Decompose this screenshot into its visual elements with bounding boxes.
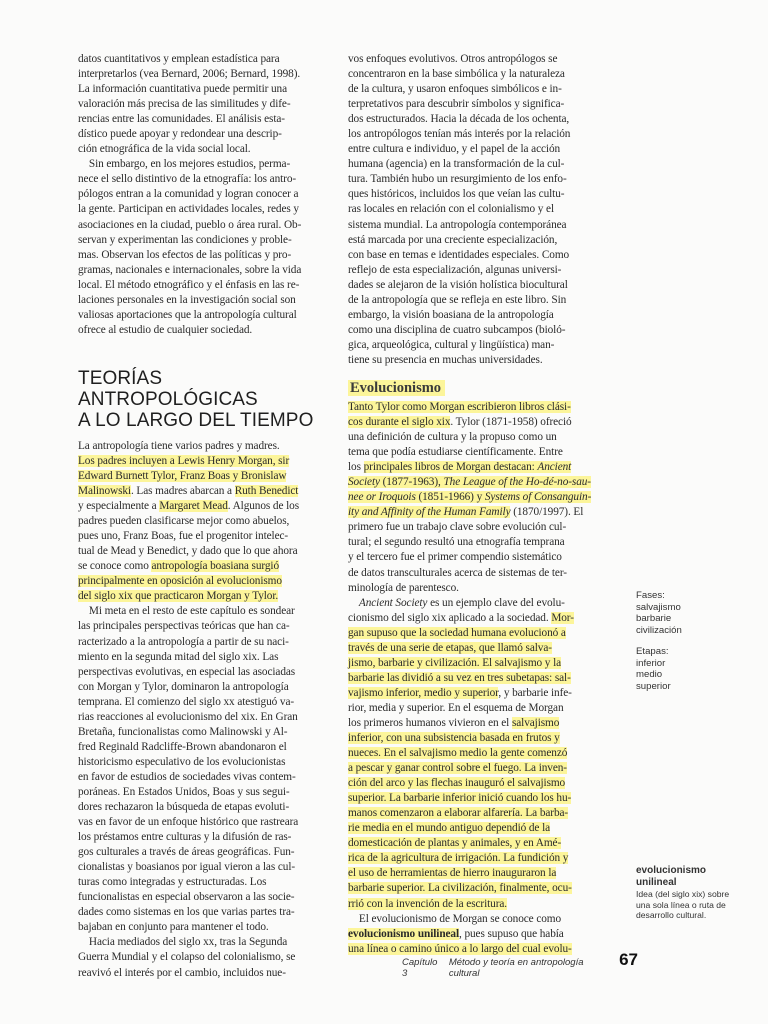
text-line [348, 460, 606, 475]
text-line: Mi meta en el resto de este capítulo es sondear [78, 605, 295, 618]
text-line: entre cultura e individuo, y el papel de la acción [348, 143, 561, 156]
text-line [348, 836, 606, 851]
text-line [348, 475, 606, 490]
text-line: reflejo de esta especialización, algunas universi- [348, 263, 562, 276]
highlighted-text: través de una serie de etapas, que llamó salva- [348, 641, 552, 654]
left-main-text [78, 439, 336, 981]
margin-note-label: Fases: [636, 590, 665, 601]
text-line [78, 484, 336, 499]
margin-note-fases [636, 590, 736, 636]
text-span [348, 597, 359, 609]
glossary-entry [636, 865, 740, 921]
text-line: tiene su presencia en muchas universidades. [348, 353, 543, 366]
text-line: embargo, la visión boasiana de la antropología [348, 308, 554, 321]
text-line: interpretarlos (vea Bernard, 2006; Bernard, 1998). [78, 68, 301, 81]
text-line: terpretativos para descubrir símbolos y significa- [348, 98, 565, 111]
text-line: ras locales en relación con el colonialismo y el [348, 203, 554, 216]
text-line [348, 686, 606, 701]
text-line: de la antropología que se refleja en este libro. Sin [348, 293, 567, 306]
text-line [78, 559, 336, 574]
text-line [348, 716, 606, 731]
text-span: . Algunos de los [227, 500, 299, 513]
key-term: evolucionismo unilineal [348, 927, 460, 940]
text-span: es un ejemplo clave del evolu- [427, 596, 565, 609]
text-line [348, 881, 606, 896]
highlighted-text: domesticación de plantas y animales, y en Amé- [348, 837, 562, 850]
text-line: los préstamos entre culturas y la difusión de ras- [78, 831, 292, 844]
section-heading-line-1: TEORÍAS ANTROPOLÓGICAS [78, 367, 258, 410]
text-line: laciones personales en la investigación social son [78, 293, 296, 306]
glossary-term: evolucionismo unilineal [636, 865, 707, 888]
text-span: , pues supuso que había [459, 927, 564, 940]
text-line: nece el sello distintivo de la etnografía: los antro- [78, 173, 297, 186]
highlighted-text: (1851-1966) y [415, 491, 485, 504]
text-line [348, 851, 606, 866]
highlighted-text: Margaret Mead [159, 500, 228, 513]
margin-note-item: superior [636, 680, 671, 692]
text-line: con base en temas e identidades especiales. Como [348, 248, 570, 261]
text-line: Hacia mediados del siglo xx, tras la Segunda [78, 936, 288, 949]
text-line: rias reacciones al evolucionismo del xix. En Gran [78, 710, 298, 723]
text-line: dos estructurados. Hacia la década de los ochenta, [348, 113, 570, 126]
text-line: El evolucionismo de Morgan se conoce como [348, 912, 562, 925]
highlighted-text: principalmente en oposición al evolucionismo [78, 575, 282, 588]
highlighted-text: cos durante el siglo xix [348, 416, 451, 429]
text-line: asociaciones en la ciudad, pueblo o área rural. Ob- [78, 218, 302, 231]
highlighted-text: Edward Burnett Tylor, Franz Boas y Bronislaw [78, 469, 287, 482]
text-line: ción etnográfica de la vida social local. [78, 143, 251, 156]
text-span: y especialmente a [78, 500, 160, 513]
text-span: . Tylor (1871-1958) ofreció [450, 416, 572, 429]
highlighted-text: nee or Iroquois [348, 491, 416, 504]
highlighted-text: una línea o camino único a lo largo del cual evolu- [348, 942, 572, 955]
text-line: rior, media y superior. En el esquema de Morgan [348, 701, 564, 714]
text-line [348, 746, 606, 761]
text-line: dades como sistemas en los que varias partes tra- [78, 906, 295, 919]
margin-note-etapas [636, 646, 736, 692]
margin-note-label: Etapas: [636, 646, 669, 657]
text-line: rencias entre las comunidades. El análisis esta- [78, 113, 285, 126]
text-line: datos cuantitativos y emplean estadística para [78, 53, 280, 65]
text-line: dores rechazaron la búsqueda de etapas evoluti- [78, 801, 290, 814]
text-line [78, 499, 336, 514]
text-line: concentraron en la base simbólica y la naturaleza [348, 68, 565, 81]
text-line [348, 626, 606, 641]
text-line: bajaban en conjunto para mantener el todo. [78, 921, 269, 934]
text-line: humana (agencia) en la transformación de la cul- [348, 158, 565, 171]
highlighted-text: antropología boasiana surgió [151, 560, 279, 573]
highlighted-text: Systems of Consanguin- [484, 491, 592, 504]
highlighted-text: Evolucionismo [348, 380, 445, 396]
margin-note-item: civilización [636, 624, 682, 636]
text-line [348, 897, 606, 912]
highlighted-text: superior. La barbarie inferior inició cuando los hu- [348, 792, 572, 805]
text-line: primero fue un trabajo clave sobre evolución cul- [348, 521, 567, 534]
highlighted-text: Tanto Tylor como Morgan escribieron libros clási- [348, 400, 571, 413]
text-line: dades se alejaron de la visión holística biocultural [348, 278, 568, 291]
text-line: Sin embargo, en los mejores estudios, perma- [78, 158, 291, 171]
text-line: de la cultura, y usaron enfoques simbólicos e in- [348, 83, 562, 96]
highlighted-text: rrió con la invención de la escritura. [348, 897, 507, 910]
highlighted-text: Los padres incluyen a Lewis Henry Morgan, sir [78, 454, 290, 467]
text-line [348, 927, 606, 942]
section-heading-line-2: A LO LARGO DEL TIEMPO [78, 409, 314, 431]
text-line: una definición de cultura y la propuso como un [348, 431, 557, 444]
text-line: dístico puede apoyar y redondear una descrip- [78, 128, 282, 141]
highlighted-text: Malinowski [78, 485, 131, 498]
page-number: 67 [619, 950, 638, 969]
margin-note-item: salvajismo [636, 601, 681, 613]
highlighted-text: barbarie las dividió a su vez en tres subetapas: sal- [348, 671, 571, 684]
footer-chapter-title: Método y teoría en antropología cultural [448, 957, 584, 979]
right-intro-paragraph [348, 52, 606, 368]
text-line: está marcada por una creciente especialización, [348, 233, 558, 246]
text-line: pólogos entran a la comunidad y logran conocer a [78, 188, 299, 201]
highlighted-text: gan supuso que la sociedad humana evolucionó a [348, 626, 566, 639]
text-line: funcionalistas en especial observaron a las socie- [78, 891, 295, 904]
text-line: de datos transculturales acerca de sistemas de ter- [348, 566, 567, 579]
margin-note-item: medio [636, 669, 663, 680]
text-line: historicismo especulativo de los evolucionistas [78, 755, 286, 768]
right-column [348, 52, 606, 957]
left-intro-paragraph-2 [78, 157, 336, 338]
highlighted-text: manos comenzaron a elaborar alfarería. La barba- [348, 807, 569, 820]
left-intro-paragraph-1 [78, 52, 336, 157]
text-line [348, 761, 606, 776]
text-line [348, 821, 606, 836]
highlighted-text: a pescar y ganar control sobre el fuego. La inven- [348, 762, 567, 775]
text-span: . Las madres abarcan a [130, 485, 235, 498]
text-line [348, 641, 606, 656]
text-line [78, 454, 336, 469]
text-line [348, 415, 606, 430]
text-line [78, 574, 336, 589]
text-line: minología de parentesco. [348, 581, 459, 594]
text-line [348, 656, 606, 671]
highlighted-text: salvajismo [511, 716, 560, 729]
text-line: vas en favor de un enfoque histórico que rastreara [78, 816, 299, 829]
highlighted-text: nueces. En el salvajismo medio la gente comenzó [348, 747, 568, 760]
subheading-block [348, 378, 606, 398]
text-line: poráneas. En Estados Unidos, Boas y sus segui- [78, 785, 290, 798]
text-line: La información cuantitativa puede permitir una [78, 83, 288, 96]
page-footer [402, 950, 638, 979]
text-line: con Morgan y Tylor, dominaron la antropología [78, 680, 289, 693]
text-line [348, 596, 606, 611]
text-line: la gente. Participan en actividades locales, redes y [78, 203, 299, 216]
text-line: racterizado a la antropología a partir de su naci- [78, 635, 289, 648]
text-line: fred Reginald Radcliffe-Brown abandonaron el [78, 740, 287, 753]
text-line [348, 806, 606, 821]
book-title: Ancient Society [358, 596, 428, 609]
text-line: tural; el segundo resultó una etnografía temprana [348, 536, 565, 549]
highlighted-text: The League of the Ho-dé-no-sau- [443, 476, 591, 489]
text-line: tura. También hubo un resurgimiento de los enfo- [348, 173, 567, 186]
text-span: (1870/1997). El [510, 506, 584, 519]
text-line: mas. Observan los efectos de las políticas y pro- [78, 248, 292, 261]
text-span: , y barbarie infe- [498, 686, 572, 699]
highlighted-text: ción del arco y las flechas inauguró el salvajismo [348, 777, 566, 790]
highlighted-text: Ancient [537, 461, 572, 474]
text-line: pues uno, Franz Boas, fue el progenitor intelec- [78, 530, 289, 543]
text-line: los antropólogos tenían más interés por la relación [348, 128, 571, 141]
text-line: gos culturales a través de áreas geográficas. Fun- [78, 846, 295, 859]
highlighted-text: principales libros de Morgan destacan: [363, 461, 538, 474]
text-span: los [348, 461, 364, 474]
text-line: tual de Mead y Benedict, y dado que lo que ahora [78, 545, 298, 558]
text-line: reavivó el interés por el cambio, incluidos nue- [78, 966, 286, 979]
text-line [348, 611, 606, 626]
text-line: miento en la segunda mitad del siglo xix. Las [78, 650, 279, 663]
text-line: tema que podía estudiarse científicamente. Entre [348, 446, 563, 459]
text-line: las principales perspectivas teóricas que han ca- [78, 620, 290, 633]
highlighted-text: rie media en el mundo antiguo dependió de la [348, 822, 551, 835]
footer-chapter: Capítulo 3 [402, 957, 438, 979]
text-line: vos enfoques evolutivos. Otros antropólogos se [348, 53, 558, 65]
text-line: turas como integradas y estructuradas. Los [78, 876, 267, 889]
right-main-text [348, 400, 606, 957]
text-line: como una disciplina de cuatro subcampos (bioló- [348, 323, 566, 336]
text-line [348, 505, 606, 520]
text-line: temprana. El comienzo del siglo xx atestiguó va- [78, 695, 295, 708]
text-line [348, 791, 606, 806]
highlighted-text: el uso de herramientas de hierro inauguraron la [348, 867, 557, 880]
highlighted-text: jismo, barbarie y civilización. El salvajismo y la [348, 656, 562, 669]
highlighted-text: ity and Affinity of the Human Family [348, 506, 511, 519]
text-line: valiosas aportaciones que la antropología cultural [78, 308, 297, 321]
text-line: servan y experimentan las condiciones y proble- [78, 233, 292, 246]
highlighted-text: Mor- [551, 611, 574, 624]
glossary-definition: Idea (del siglo xix) sobre una sola línea o ruta de desarrollo cultural. [636, 889, 730, 920]
text-line: Guerra Mundial y el colapso del colonialismo, se [78, 951, 296, 964]
text-line: cionalistas y boasianos por igual vieron a las cul- [78, 861, 296, 874]
text-line: padres pueden clasificarse mejor como abuelos, [78, 515, 290, 528]
highlighted-text: vajismo inferior, medio y superior [348, 686, 499, 699]
text-line: gramas, nacionales e internacionales, sobre la vida [78, 263, 302, 276]
highlighted-text: rica de la agricultura de irrigación. La fundición y [348, 852, 569, 865]
highlighted-text: (1877-1963), [379, 476, 444, 489]
highlighted-text: del siglo xix que practicaron Morgan y Tylor. [78, 590, 279, 603]
subheading-evolucionismo [348, 378, 606, 398]
text-line: sistema mundial. La antropología contemporánea [348, 218, 567, 231]
text-line: perspectivas evolutivas, en especial las asociadas [78, 665, 296, 678]
highlighted-text: Society [348, 476, 380, 489]
text-line: gica, arqueológica, cultural y lingüística) man- [348, 338, 555, 351]
section-heading-block [78, 368, 336, 431]
text-line: y el tercero fue el primer compendio sistemático [348, 551, 562, 564]
text-line [78, 469, 336, 484]
text-line [348, 671, 606, 686]
margin-note-item: inferior [636, 657, 666, 669]
text-line: valoración más precisa de las similitudes y dife- [78, 98, 291, 111]
text-line [348, 776, 606, 791]
text-line: en favor de estudios de sociedades vivas contem- [78, 770, 296, 783]
text-span: cionismo del siglo xix aplicado a la sociedad. [348, 611, 552, 624]
text-line: ques históricos, incluidos los que veían las cultu- [348, 188, 565, 201]
text-line: La antropología tiene varios padres y madres. [78, 439, 280, 452]
text-line: Bretaña, funcionalistas como Malinowski y Al- [78, 725, 288, 738]
text-line [348, 490, 606, 505]
text-span: se conoce como [78, 560, 152, 573]
text-line [78, 589, 336, 604]
highlighted-text: Ruth Benedict [234, 485, 299, 498]
text-line [348, 400, 606, 415]
text-span: los primeros humanos vivieron en el [348, 716, 512, 729]
text-line: ofrece al estudio de cualquier sociedad. [78, 323, 253, 336]
text-line: local. El método etnográfico y el énfasis en las re- [78, 278, 300, 291]
highlighted-text: inferior, con una subsistencia basada en frutos y [348, 732, 560, 745]
text-line [348, 731, 606, 746]
margin-note-item: barbarie [636, 613, 672, 624]
highlighted-text: barbarie superior. La civilización, finalmente, ocu- [348, 882, 572, 895]
text-line [348, 866, 606, 881]
left-column [78, 52, 336, 981]
